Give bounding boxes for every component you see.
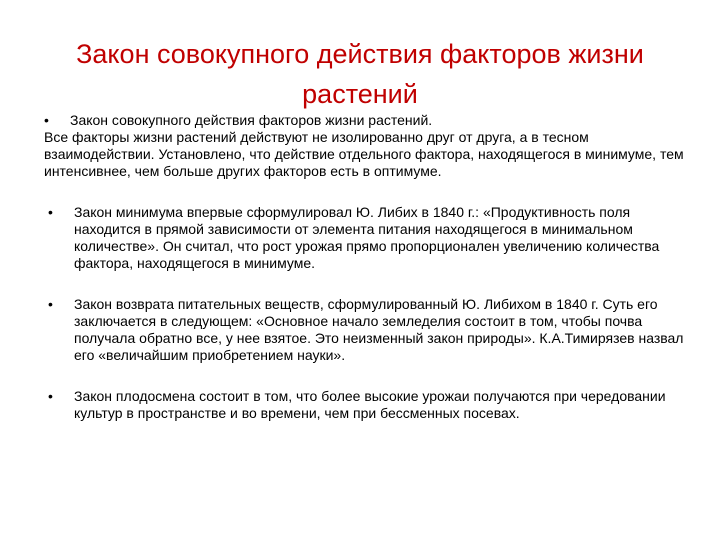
bullet-icon: • — [48, 204, 53, 220]
bullet-item-text: Закон минимума впервые сформулировал Ю. Либих в 1840 г.: «Продуктивность поля находится в прямой зависимости от элемента питания находящегося в минимальном количестве». Он считал, что рост урожая прямо пропорционален увеличению количества фактора, находящегося в минимуме. — [74, 204, 660, 271]
bullet-icon: • — [48, 388, 53, 404]
intro-paragraph: Все факторы жизни растений действуют не изолированно друг от друга, а в тесном взаимодействии. Установлено, что действие отдельного фактора, находящегося в минимуме, тем интенсивнее, чем больше других факторов есть в оптимуме. — [44, 129, 684, 179]
intro-heading-line — [44, 112, 684, 129]
bullet-item-text: Закон возврата питательных веществ, сформулированный Ю. Либихом в 1840 г. Суть его заключается в следующем: «Основное начало земледелия состоит в том, чтобы почва получала обратно все, у нее взятое. Это неизменный закон природы». К.А.Тимирязев назвал его «величайшим приобретением науки». — [74, 296, 684, 363]
bullet-icon: • — [44, 112, 49, 128]
bullet-item-law-of-minimum — [44, 204, 684, 272]
intro-heading: Закон совокупного действия факторов жизни растений. — [70, 112, 433, 128]
bullet-icon: • — [48, 296, 53, 312]
bullet-item-law-of-crop-rotation — [44, 388, 684, 422]
slide-title: Закон совокупного действия факторов жизни растений — [76, 39, 644, 109]
slide-body — [44, 112, 684, 422]
bullet-item-law-of-return — [44, 296, 684, 364]
bullet-item-text: Закон плодосмена состоит в том, что более высокие урожаи получаются при чередовании культур в пространстве и во времени, чем при бессменных посевах. — [74, 388, 666, 421]
